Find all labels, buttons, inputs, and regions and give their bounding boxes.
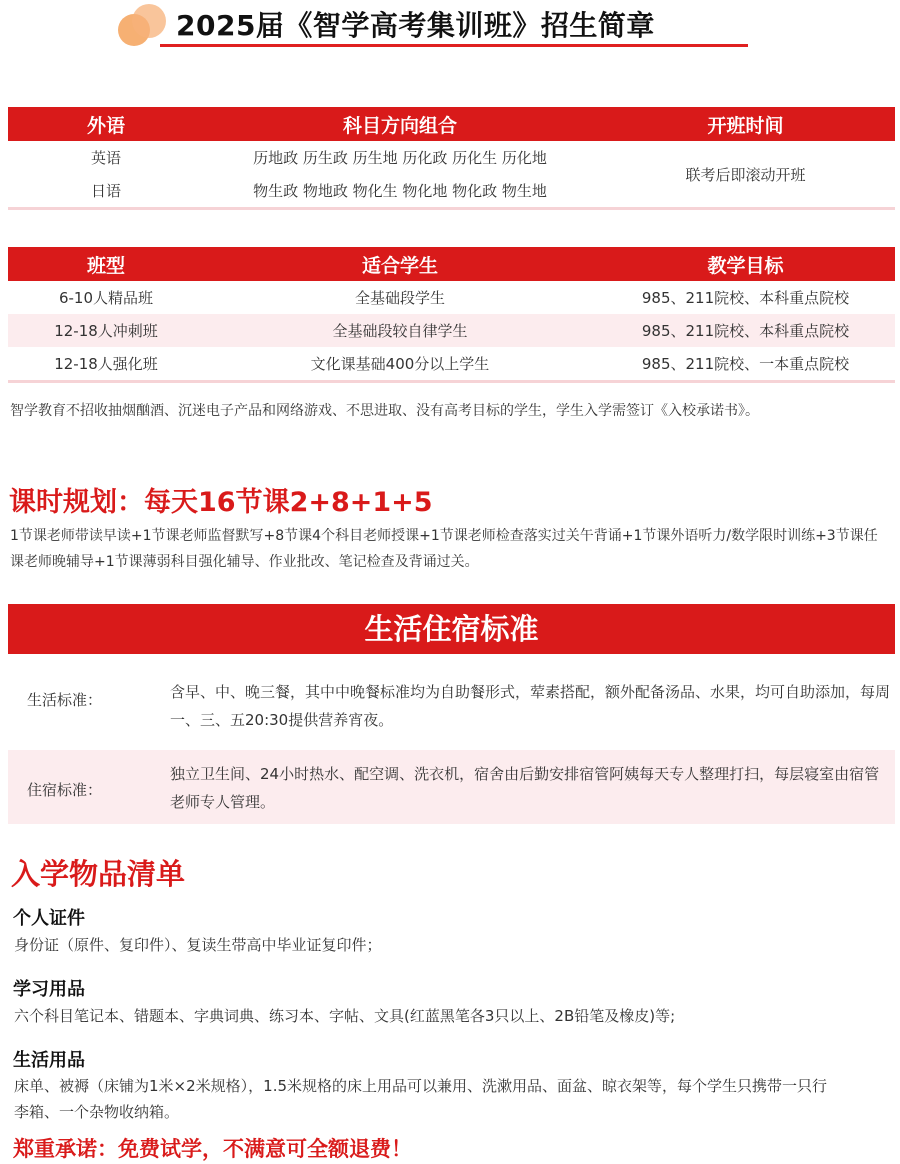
goal-cell: 985、211院校、本科重点院校 — [596, 314, 895, 347]
class-type-cell: 12-18人强化班 — [8, 347, 204, 382]
combo-cell: 历地政 历生政 历生地 历化政 历化生 历化地 — [253, 149, 547, 167]
table-row — [8, 314, 895, 347]
life-standard-label: 生活标准： — [27, 691, 103, 709]
dorm-standard-text: 独立卫生间、24小时热水、配空调、洗衣机，宿舍由后勤安排宿管阿姨每天专人整理打扫，每层寝室由宿管老师专人管理。 — [170, 765, 880, 811]
daily-supplies-text: 床单、被褥（床铺为1米×2米规格），1.5米规格的床上用品可以兼用、洗漱用品、面盆、晾衣架等，每个学生只携带一只行李箱、一个杂物收纳箱。 — [14, 1077, 828, 1121]
refund-promise: 郑重承诺：免费试学，不满意可全额退费！ — [13, 1137, 412, 1161]
table-header: 开班时间 — [596, 107, 895, 141]
dorm-standard-label: 住宿标准： — [27, 781, 103, 799]
life-standard-text: 含早、中、晚三餐，其中中晚餐标准均为自助餐形式，荤素搭配，额外配备汤品、水果，均可自助添加，每周一、三、五20:30提供营养宵夜。 — [170, 683, 891, 729]
page-title: 2025届《智学高考集训班》招生简章 — [176, 9, 655, 42]
id-docs-heading: 个人证件 — [13, 908, 85, 929]
items-heading: 入学物品清单 — [11, 857, 186, 891]
class-type-cell: 6-10人精品班 — [58, 289, 154, 307]
students-cell: 文化课基础400分以上学生 — [204, 347, 596, 382]
schedule-text: 1节课老师带读早读+1节课老师监督默写+8节课4个科目老师授课+1节课老师检查落实过关午背诵+1节课外语听力/数学限时训练+3节课任课老师晚辅导+1节课薄弱科目强化辅导、作业批改、笔记检查及背诵过关。 — [10, 528, 878, 570]
study-supplies-text: 六个科目笔记本、错题本、字典词典、练习本、字帖、文具(红蓝黑笔各3只以上、2B铅笔及橡皮)等; — [14, 1007, 676, 1025]
students-cell: 全基础段较自律学生 — [204, 314, 596, 347]
schedule-heading: 课时规划：每天16节课2+8+1+5 — [9, 487, 433, 518]
table-header: 适合学生 — [204, 247, 596, 281]
table-header: 科目方向组合 — [204, 107, 596, 141]
goal-cell: 985、211院校、本科重点院校 — [641, 289, 850, 307]
goal-cell: 985、211院校、一本重点院校 — [596, 347, 895, 382]
life-standard-row — [8, 668, 895, 748]
class-type-table — [8, 247, 895, 383]
title-decoration-circle — [132, 4, 166, 38]
students-cell: 全基础段学生 — [354, 289, 445, 307]
table-header: 外语 — [8, 107, 204, 141]
combo-cell: 物生政 物地政 物化生 物化地 物化政 物生地 — [204, 174, 596, 209]
daily-supplies-heading: 生活用品 — [13, 1050, 85, 1071]
language-cell: 英语 — [90, 149, 121, 167]
admission-notice: 智学教育不招收抽烟酗酒、沉迷电子产品和网络游戏、不思进取、没有高考目标的学生，学生入学需签订《入校承诺书》。 — [10, 403, 759, 419]
table-row — [8, 141, 895, 174]
table-row — [8, 347, 895, 382]
table-header: 教学目标 — [596, 247, 895, 281]
study-supplies-heading: 学习用品 — [13, 979, 85, 1000]
living-banner: 生活住宿标准 — [8, 604, 895, 654]
language-subject-table — [8, 107, 895, 210]
table-header-row — [8, 107, 895, 141]
start-time-cell: 联考后即滚动开班 — [596, 141, 895, 209]
title-underline — [160, 44, 748, 47]
title-area — [0, 0, 900, 60]
id-docs-text: 身份证（原件、复印件）、复读生带高中毕业证复印件； — [14, 936, 382, 954]
dorm-standard-row — [8, 750, 895, 824]
table-row — [8, 281, 895, 314]
class-type-cell: 12-18人冲刺班 — [8, 314, 204, 347]
language-cell: 日语 — [8, 174, 204, 209]
table-header: 班型 — [8, 247, 204, 281]
table-header-row — [8, 247, 895, 281]
